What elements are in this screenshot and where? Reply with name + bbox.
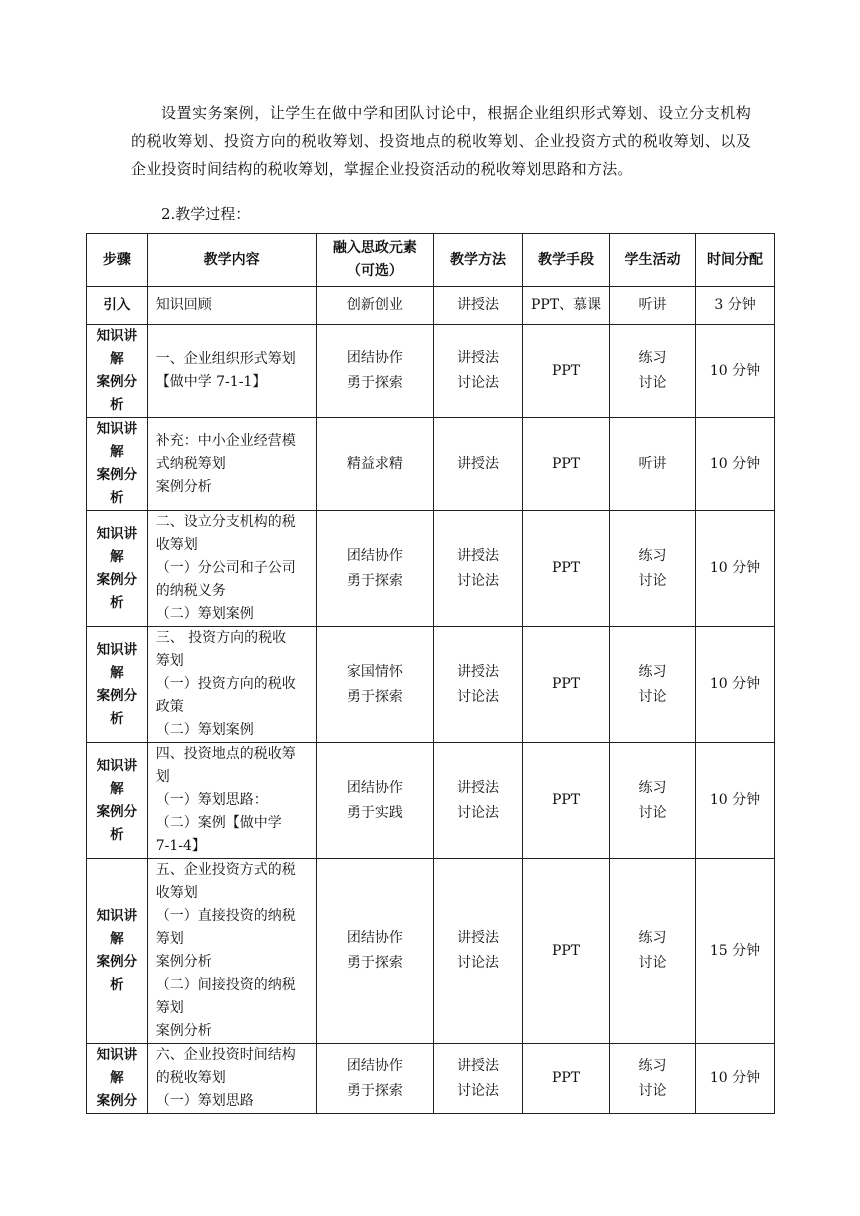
cell-method-line: 讨论法 — [457, 688, 500, 705]
cell-content-line: （二）筹划案例 — [155, 606, 254, 622]
table-row — [87, 1044, 775, 1114]
cell-step-line: 析 — [110, 710, 124, 727]
cell-content — [147, 325, 316, 418]
cell-activity — [610, 325, 696, 418]
cell-content — [147, 627, 316, 743]
header-content: 教学内容 — [147, 234, 316, 287]
cell-content-line: 六、企业投资时间结构 — [155, 1047, 296, 1063]
cell-content-line: 四、投资地点的税收筹 — [155, 746, 296, 762]
cell-content — [147, 287, 316, 325]
cell-ideology-line: 勇于实践 — [346, 804, 403, 821]
cell-ideology-line: 勇于探索 — [346, 955, 403, 971]
cell-ideology — [316, 627, 433, 743]
cell-time: 10 分钟 — [696, 511, 775, 627]
cell-activity-line: 练习 — [638, 779, 667, 796]
table-row — [87, 511, 775, 627]
cell-step-line: 知识讲 — [96, 421, 138, 437]
cell-method-line: 讨论法 — [457, 572, 500, 589]
cell-method-line: 讨论法 — [457, 955, 500, 971]
cell-activity-line: 讨论 — [638, 1082, 667, 1099]
process-label: 2.教学过程： — [161, 205, 251, 223]
cell-activity — [610, 627, 696, 743]
cell-method — [434, 627, 523, 743]
cell-method-line: 讲授法 — [457, 779, 500, 796]
cell-means: PPT — [523, 859, 610, 1044]
cell-content-line: （二）筹划案例 — [155, 722, 254, 738]
cell-content-line: 二、设立分支机构的税 — [155, 514, 296, 530]
cell-activity — [610, 418, 696, 511]
cell-ideology-line: 勇于探索 — [346, 1082, 403, 1099]
cell-step-line: 案例分 — [96, 803, 138, 820]
cell-method — [434, 287, 523, 325]
cell-step-line: 案例分 — [96, 954, 138, 970]
cell-content-line: 补充：中小企业经营模 — [155, 432, 296, 449]
header-ideology-line: （可选） — [346, 263, 403, 279]
cell-ideology — [316, 287, 433, 325]
cell-means: PPT — [523, 418, 610, 511]
cell-means: PPT — [523, 325, 610, 418]
cell-activity — [610, 859, 696, 1044]
cell-step — [87, 859, 148, 1044]
cell-activity-line: 讨论 — [638, 955, 667, 971]
cell-step — [87, 287, 148, 325]
cell-method-line: 讲授法 — [457, 663, 500, 680]
cell-ideology — [316, 743, 433, 859]
cell-content-line: 筹划 — [155, 653, 184, 669]
cell-content-line: 知识回顾 — [155, 297, 212, 313]
cell-method-line: 讲授法 — [457, 930, 500, 946]
cell-content-line: 政策 — [155, 699, 184, 715]
cell-step-line: 解 — [110, 444, 124, 460]
cell-activity-line: 讨论 — [638, 688, 667, 705]
cell-method — [434, 1044, 523, 1114]
cell-content-line: 一、企业组织形式筹划 — [155, 351, 296, 367]
cell-method-line: 讲授法 — [457, 297, 500, 313]
cell-step-line: 案例分 — [96, 374, 138, 390]
cell-step-line: 知识讲 — [96, 757, 138, 774]
cell-ideology-line: 勇于探索 — [346, 572, 403, 589]
cell-ideology — [316, 418, 433, 511]
cell-activity-line: 练习 — [638, 930, 667, 946]
cell-means: PPT — [523, 1044, 610, 1114]
cell-activity — [610, 1044, 696, 1114]
cell-ideology-line: 团结协作 — [346, 547, 403, 564]
cell-time: 10 分钟 — [696, 627, 775, 743]
cell-activity — [610, 287, 696, 325]
cell-content — [147, 511, 316, 627]
cell-content-line: 案例分析 — [155, 1023, 212, 1039]
cell-activity-line: 练习 — [638, 1057, 667, 1074]
cell-ideology-line: 勇于探索 — [346, 688, 403, 705]
cell-content — [147, 859, 316, 1044]
cell-step-line: 析 — [110, 397, 124, 413]
cell-time: 10 分钟 — [696, 1044, 775, 1114]
cell-step — [87, 627, 148, 743]
cell-method — [434, 418, 523, 511]
cell-method-line: 讨论法 — [457, 375, 500, 391]
cell-step-line: 解 — [110, 548, 124, 565]
cell-step-line: 引入 — [103, 297, 131, 313]
cell-step-line: 案例分 — [96, 1093, 138, 1109]
cell-content-line: 筹划 — [155, 1000, 184, 1016]
header-time: 时间分配 — [696, 234, 775, 287]
header-ideology — [316, 234, 433, 287]
cell-method-line: 讲授法 — [457, 547, 500, 564]
cell-step — [87, 511, 148, 627]
cell-ideology-line: 团结协作 — [346, 930, 403, 946]
cell-time: 10 分钟 — [696, 743, 775, 859]
cell-method-line: 讲授法 — [457, 350, 500, 366]
teaching-process-table — [86, 233, 775, 1114]
cell-step — [87, 743, 148, 859]
cell-step-line: 案例分 — [96, 571, 138, 588]
table-row — [87, 418, 775, 511]
cell-step-line: 知识讲 — [96, 641, 138, 658]
cell-step — [87, 325, 148, 418]
cell-activity-line: 听讲 — [638, 297, 667, 313]
table-row — [87, 287, 775, 325]
cell-method-line: 讨论法 — [457, 804, 500, 821]
cell-content-line: 筹划 — [155, 931, 184, 947]
cell-content-line: 收筹划 — [155, 537, 198, 553]
table-row — [87, 743, 775, 859]
cell-content-line: （二）间接投资的纳税 — [155, 977, 296, 993]
cell-ideology-line: 团结协作 — [346, 1057, 403, 1074]
table-row — [87, 859, 775, 1044]
cell-means: PPT — [523, 743, 610, 859]
cell-content-line: 案例分析 — [155, 954, 212, 970]
cell-activity — [610, 743, 696, 859]
cell-method — [434, 325, 523, 418]
cell-means: PPT — [523, 627, 610, 743]
cell-means: PPT — [523, 511, 610, 627]
cell-content-line: （一）筹划思路： — [155, 792, 268, 808]
cell-content-line: 的纳税义务 — [155, 583, 226, 599]
intro-paragraph: 设置实务案例，让学生在做中学和团队讨论中，根据企业组织形式筹划、设立分支机构的税收筹划、投资方向的税收筹划、投资地点的税收筹划、企业投资方式的税收筹划、以及企业投资时间结构的税收筹划，掌握企业投资活动的税收筹划思路和方法。 — [131, 104, 751, 178]
cell-activity-line: 听讲 — [638, 455, 667, 472]
cell-method — [434, 859, 523, 1044]
cell-step-line: 知识讲 — [96, 525, 138, 542]
cell-ideology-line: 团结协作 — [346, 350, 403, 366]
cell-ideology-line: 创新创业 — [346, 297, 403, 313]
cell-method-line: 讲授法 — [457, 455, 500, 472]
cell-content-line: （二）案例【做中学 — [155, 815, 282, 831]
cell-step-line: 解 — [110, 664, 124, 681]
cell-step-line: 知识讲 — [96, 328, 138, 344]
cell-content-line: 五、企业投资方式的税 — [155, 862, 296, 878]
cell-activity-line: 讨论 — [638, 375, 667, 391]
table-row — [87, 627, 775, 743]
cell-content-line: 收筹划 — [155, 885, 198, 901]
cell-ideology — [316, 325, 433, 418]
cell-content-line: （一）直接投资的纳税 — [155, 908, 296, 924]
cell-step-line: 案例分 — [96, 467, 138, 483]
cell-step-line: 知识讲 — [96, 1047, 138, 1063]
cell-ideology-line: 家国情怀 — [346, 663, 403, 680]
cell-activity — [610, 511, 696, 627]
cell-activity-line: 练习 — [638, 350, 667, 366]
cell-content-line: 式纳税筹划 — [155, 455, 226, 472]
cell-ideology — [316, 1044, 433, 1114]
cell-content-line: 案例分析 — [155, 478, 212, 495]
cell-content-line: （一）筹划思路 — [155, 1093, 254, 1109]
cell-step — [87, 418, 148, 511]
cell-step-line: 析 — [110, 977, 124, 993]
cell-content — [147, 418, 316, 511]
cell-time: 10 分钟 — [696, 418, 775, 511]
cell-step — [87, 1044, 148, 1114]
cell-ideology-line: 团结协作 — [346, 779, 403, 796]
table-header-row — [87, 234, 775, 287]
cell-step-line: 析 — [110, 826, 124, 843]
cell-time: 10 分钟 — [696, 325, 775, 418]
cell-step-line: 知识讲 — [96, 908, 138, 924]
cell-method — [434, 511, 523, 627]
cell-content-line: （一）分公司和子公司 — [155, 560, 296, 576]
header-step: 步骤 — [87, 234, 148, 287]
cell-activity-line: 讨论 — [638, 572, 667, 589]
cell-step-line: 案例分 — [96, 687, 138, 704]
cell-method-line: 讲授法 — [457, 1057, 500, 1074]
header-means: 教学手段 — [523, 234, 610, 287]
cell-activity-line: 练习 — [638, 547, 667, 564]
cell-ideology — [316, 511, 433, 627]
cell-content-line: 7-1-4】 — [155, 838, 206, 854]
cell-step-line: 解 — [110, 931, 124, 947]
cell-content-line: 的税收筹划 — [155, 1070, 226, 1086]
cell-activity-line: 讨论 — [638, 804, 667, 821]
cell-content-line: 【做中学 7-1-1】 — [155, 374, 267, 390]
header-ideology-line: 融入思政元素 — [332, 240, 417, 256]
cell-step-line: 解 — [110, 1070, 124, 1086]
cell-content-line: 划 — [155, 769, 170, 785]
cell-content-line: （一）投资方向的税收 — [155, 676, 296, 692]
cell-content-line: 三、 投资方向的税收 — [155, 630, 287, 646]
cell-step-line: 析 — [110, 594, 124, 611]
cell-content — [147, 743, 316, 859]
cell-step-line: 析 — [110, 490, 124, 506]
cell-ideology-line: 精益求精 — [346, 455, 403, 472]
table-row — [87, 325, 775, 418]
header-method: 教学方法 — [434, 234, 523, 287]
cell-step-line: 解 — [110, 351, 124, 367]
cell-step-line: 解 — [110, 780, 124, 797]
cell-ideology — [316, 859, 433, 1044]
cell-time: 3 分钟 — [696, 287, 775, 325]
cell-means: PPT、慕课 — [523, 287, 610, 325]
cell-ideology-line: 勇于探索 — [346, 375, 403, 391]
cell-time: 15 分钟 — [696, 859, 775, 1044]
cell-method-line: 讨论法 — [457, 1082, 500, 1099]
header-activity: 学生活动 — [610, 234, 696, 287]
cell-method — [434, 743, 523, 859]
cell-content — [147, 1044, 316, 1114]
cell-activity-line: 练习 — [638, 663, 667, 680]
